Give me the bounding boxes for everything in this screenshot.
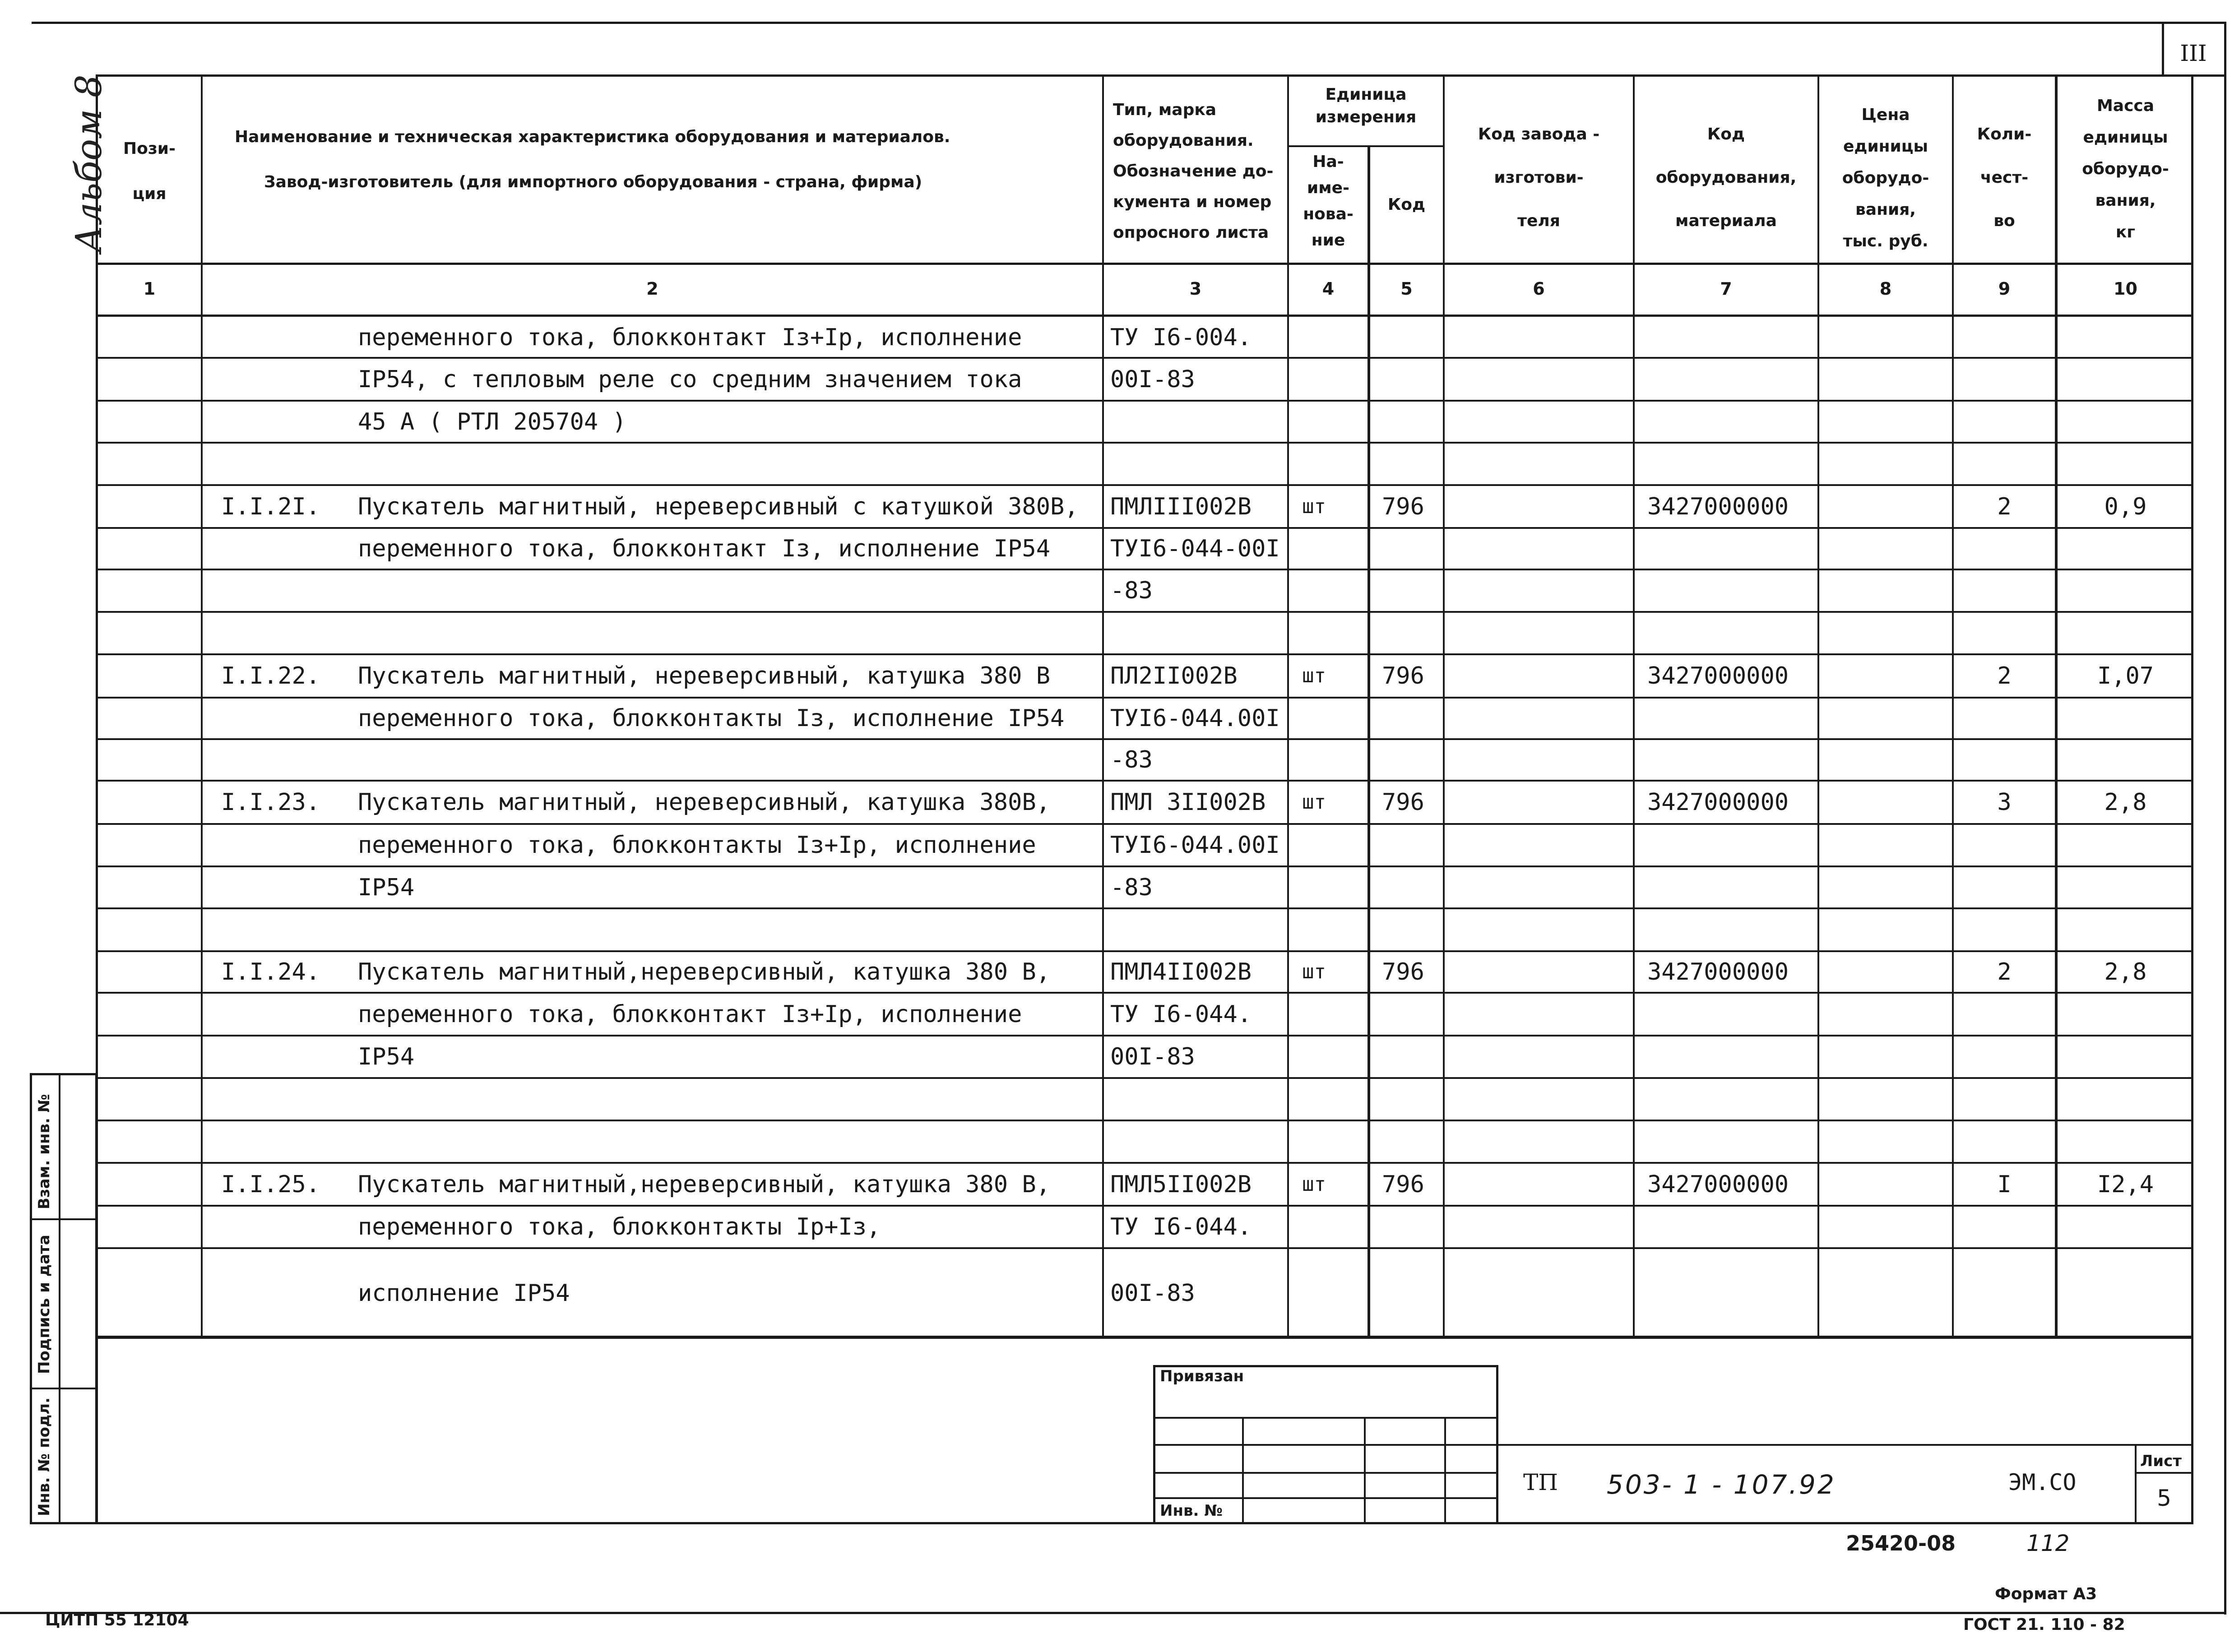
header-factory-code: Код завода - изготови- теля xyxy=(1478,125,1600,230)
header-position: Пози- ция xyxy=(123,139,176,203)
row-line xyxy=(96,865,2193,867)
lower-frame xyxy=(96,1338,2193,1524)
cell-c3: -83 xyxy=(1110,577,1153,604)
cell-c1: I.I.2I. xyxy=(221,493,320,520)
cell-c3: 00I-83 xyxy=(1110,1279,1195,1307)
row-line xyxy=(96,1120,2193,1121)
cell-c3: ПЛ2II002В xyxy=(1110,662,1238,689)
col-line-7 xyxy=(1817,74,1819,1338)
row-line xyxy=(96,780,2193,782)
cell-c3: ТУ I6-004. xyxy=(1110,324,1252,351)
cell-c4: шт xyxy=(1302,791,1326,814)
col-number-9: 9 xyxy=(1998,279,2011,299)
cell-c10: 0,9 xyxy=(2104,493,2147,520)
privyazan-vline-2 xyxy=(1364,1417,1366,1524)
page-number: 112 xyxy=(2026,1530,2070,1556)
cell-c9: 3 xyxy=(1997,789,2012,816)
cell-c3: ТУI6-044-00I xyxy=(1110,535,1280,562)
cell-c7: 3427000000 xyxy=(1647,493,1789,520)
header-unit-code: Код xyxy=(1387,195,1426,214)
side-label-signature-date: Подпись и дата xyxy=(35,1235,53,1374)
col-number-4: 4 xyxy=(1322,279,1335,299)
title-block-top-line xyxy=(1498,1444,2193,1446)
cell-c5: 796 xyxy=(1382,662,1424,689)
cell-c2: IP54 xyxy=(358,1043,415,1070)
privyazan-line-1 xyxy=(1153,1417,1498,1419)
cell-c3: ТУ I6-044. xyxy=(1110,1213,1252,1240)
cell-c3: ПМЛ5II002В xyxy=(1110,1171,1252,1198)
cell-c3: ПМЛ 3II002В xyxy=(1110,789,1266,816)
col-line-4 xyxy=(1368,145,1370,1338)
cell-c7: 3427000000 xyxy=(1647,958,1789,986)
row-line xyxy=(96,1247,2193,1249)
cell-c4: шт xyxy=(1302,664,1326,687)
privyazan-line-4 xyxy=(1153,1497,1498,1499)
cell-c1: I.I.22. xyxy=(221,662,320,689)
cell-c3: -83 xyxy=(1110,874,1153,901)
cell-c7: 3427000000 xyxy=(1647,662,1789,689)
col-number-2: 2 xyxy=(646,279,658,299)
number-row-bottom-line xyxy=(96,315,2193,317)
album-label: Альбом 8 xyxy=(68,74,110,253)
cell-c10: 2,8 xyxy=(2104,789,2147,816)
cell-c2: Пускатель магнитный, нереверсивный, катушка 380 В xyxy=(358,662,1051,689)
row-line xyxy=(96,527,2193,529)
cell-c5: 796 xyxy=(1382,493,1424,520)
cell-c2: переменного тока, блокконтакты Iз+Iр, исполнение xyxy=(358,832,1036,859)
col-line-5 xyxy=(1443,74,1445,1338)
row-line xyxy=(96,653,2193,655)
cell-c2: Пускатель магнитный, нереверсивный с катушкой 380В, xyxy=(358,493,1079,520)
cell-c3: 00I-83 xyxy=(1110,366,1195,393)
cell-c2: переменного тока, блокконтакты Iр+Iз, xyxy=(358,1213,881,1240)
cell-c10: I,07 xyxy=(2097,662,2154,689)
row-line xyxy=(96,611,2193,613)
cell-c10: 2,8 xyxy=(2104,958,2147,986)
row-line xyxy=(96,950,2193,952)
col-number-10: 10 xyxy=(2114,279,2137,299)
cell-c2: переменного тока, блокконтакты Iз, исполнение IP54 xyxy=(358,705,1065,732)
privyazan-line-3 xyxy=(1153,1472,1498,1474)
row-line xyxy=(96,697,2193,699)
side-strip-line-1 xyxy=(30,1218,97,1220)
cell-c2: Пускатель магнитный,нереверсивный, катушка 380 В, xyxy=(358,958,1051,986)
header-price: Цена единицы оборудо- вания, тыс. руб. xyxy=(1842,106,1929,250)
col-number-6: 6 xyxy=(1533,279,1545,299)
privyazan-label: Привязан xyxy=(1160,1367,1244,1385)
privyazan-vline-1 xyxy=(1242,1417,1244,1524)
header-quantity: Коли- чест- во xyxy=(1977,125,2032,230)
side-strip-divider xyxy=(59,1073,60,1524)
cell-c2: 45 А ( РТЛ 205704 ) xyxy=(358,408,626,435)
cell-c9: 2 xyxy=(1997,662,2012,689)
tp-label: ТП xyxy=(1523,1469,1558,1495)
row-line xyxy=(96,357,2193,359)
header-bottom-line xyxy=(96,263,2193,265)
cell-c3: ТУ I6-044. xyxy=(1110,1000,1252,1028)
row-line xyxy=(96,1035,2193,1037)
row-line xyxy=(96,1205,2193,1207)
cell-c2: переменного тока, блокконтакт Iз+Iр, исполнение xyxy=(358,324,1022,351)
row-line xyxy=(96,907,2193,909)
side-label-inv-podl: Инв. № подл. xyxy=(35,1397,53,1516)
cell-c3: ТУI6-044.00I xyxy=(1110,832,1280,859)
doc-mark: ЭМ.СО xyxy=(2008,1469,2077,1495)
header-unit-group: Единица измерения xyxy=(1315,85,1417,126)
top-border xyxy=(32,22,2225,24)
cell-c5: 796 xyxy=(1382,789,1424,816)
format-label: Формат А3 xyxy=(1995,1585,2097,1603)
col-number-8: 8 xyxy=(1879,279,1892,299)
cell-c1: I.I.23. xyxy=(221,789,320,816)
row-line xyxy=(96,442,2193,444)
cell-c4: шт xyxy=(1302,1172,1326,1196)
cell-c5: 796 xyxy=(1382,958,1424,986)
right-border xyxy=(2224,22,2226,1615)
side-label-vzam-inv: Взам. инв. № xyxy=(35,1094,53,1209)
col-line-1 xyxy=(201,74,203,1338)
row-line xyxy=(96,738,2193,740)
row-line xyxy=(96,1077,2193,1079)
cell-c3: ТУI6-044.00I xyxy=(1110,705,1280,732)
privyazan-vline-3 xyxy=(1444,1417,1446,1524)
privyazan-line-2 xyxy=(1153,1444,1498,1446)
cell-c9: I xyxy=(1997,1171,2012,1198)
cell-c2: переменного тока, блокконтакт Iз, исполнение IP54 xyxy=(358,535,1051,562)
side-strip-line-2 xyxy=(30,1388,97,1389)
header-type: Тип, марка оборудования. Обозначение до- кумента и номер опросного листа xyxy=(1113,101,1274,242)
sheet-box-left xyxy=(2135,1444,2137,1524)
sheet-tag: III xyxy=(2180,40,2207,66)
inv-no-label: Инв. № xyxy=(1160,1502,1223,1520)
col-number-3: 3 xyxy=(1189,279,1202,299)
col-line-8 xyxy=(1952,74,1954,1338)
row-line xyxy=(96,400,2193,402)
col-line-2 xyxy=(1102,74,1104,1338)
cell-c9: 2 xyxy=(1997,493,2012,520)
archive-number: 25420-08 xyxy=(1846,1531,1956,1555)
col-line-6 xyxy=(1633,74,1635,1338)
cell-c7: 3427000000 xyxy=(1647,1171,1789,1198)
cell-c1: I.I.24. xyxy=(221,958,320,986)
citp-code: ЦИТП 55 12104 xyxy=(45,1611,189,1629)
row-line xyxy=(96,484,2193,486)
header-name-line2: Завод-изготовитель (для импортного оборудования - страна, фирма) xyxy=(264,173,922,191)
cell-c7: 3427000000 xyxy=(1647,789,1789,816)
cell-c2: IP54 xyxy=(358,874,415,901)
row-line xyxy=(96,569,2193,570)
cell-c3: ПМЛIII002В xyxy=(1110,493,1252,520)
cell-c2: Пускатель магнитный, нереверсивный, катушка 380В, xyxy=(358,789,1051,816)
cell-c3: 00I-83 xyxy=(1110,1043,1195,1070)
unit-group-line xyxy=(1287,145,1443,147)
cell-c3: ПМЛ4II002В xyxy=(1110,958,1252,986)
header-equipment-code: Код оборудования, материала xyxy=(1655,125,1797,230)
cell-c2: Пускатель магнитный,нереверсивный, катушка 380 В, xyxy=(358,1171,1051,1198)
col-number-5: 5 xyxy=(1400,279,1413,299)
cell-c2: исполнение IP54 xyxy=(358,1279,570,1307)
sheet-box-divider xyxy=(2135,1472,2193,1474)
gost-label: ГОСТ 21. 110 - 82 xyxy=(1963,1615,2125,1634)
cell-c2: IP54, с тепловым реле со средним значением тока xyxy=(358,366,1022,393)
cell-c10: I2,4 xyxy=(2097,1171,2154,1198)
cell-c5: 796 xyxy=(1382,1171,1424,1198)
bottom-trim-line xyxy=(0,1612,2226,1614)
cell-c4: шт xyxy=(1302,960,1326,983)
row-line xyxy=(96,1162,2193,1164)
col-number-1: 1 xyxy=(143,279,156,299)
col-line-3 xyxy=(1287,74,1289,1338)
col-line-9 xyxy=(2055,74,2058,1338)
header-mass: Масса единицы оборудо- вания, кг xyxy=(2082,97,2169,241)
col-number-7: 7 xyxy=(1720,279,1732,299)
cell-c3: -83 xyxy=(1110,746,1153,773)
row-line xyxy=(96,823,2193,825)
header-name-line1: Наименование и техническая характеристика оборудования и материалов. xyxy=(235,128,950,146)
sheet-label: Лист xyxy=(2140,1452,2182,1470)
cell-c9: 2 xyxy=(1997,958,2012,986)
cell-c2: переменного тока, блокконтакт Iз+Iр, исполнение xyxy=(358,1000,1022,1028)
project-code: 503- 1 - 107.92 xyxy=(1607,1469,1836,1500)
cell-c1: I.I.25. xyxy=(221,1171,320,1198)
cell-c4: шт xyxy=(1302,495,1326,518)
header-unit-name: На- име- нова- ние xyxy=(1303,153,1354,250)
sheet-number: 5 xyxy=(2157,1485,2171,1511)
row-line xyxy=(96,992,2193,994)
